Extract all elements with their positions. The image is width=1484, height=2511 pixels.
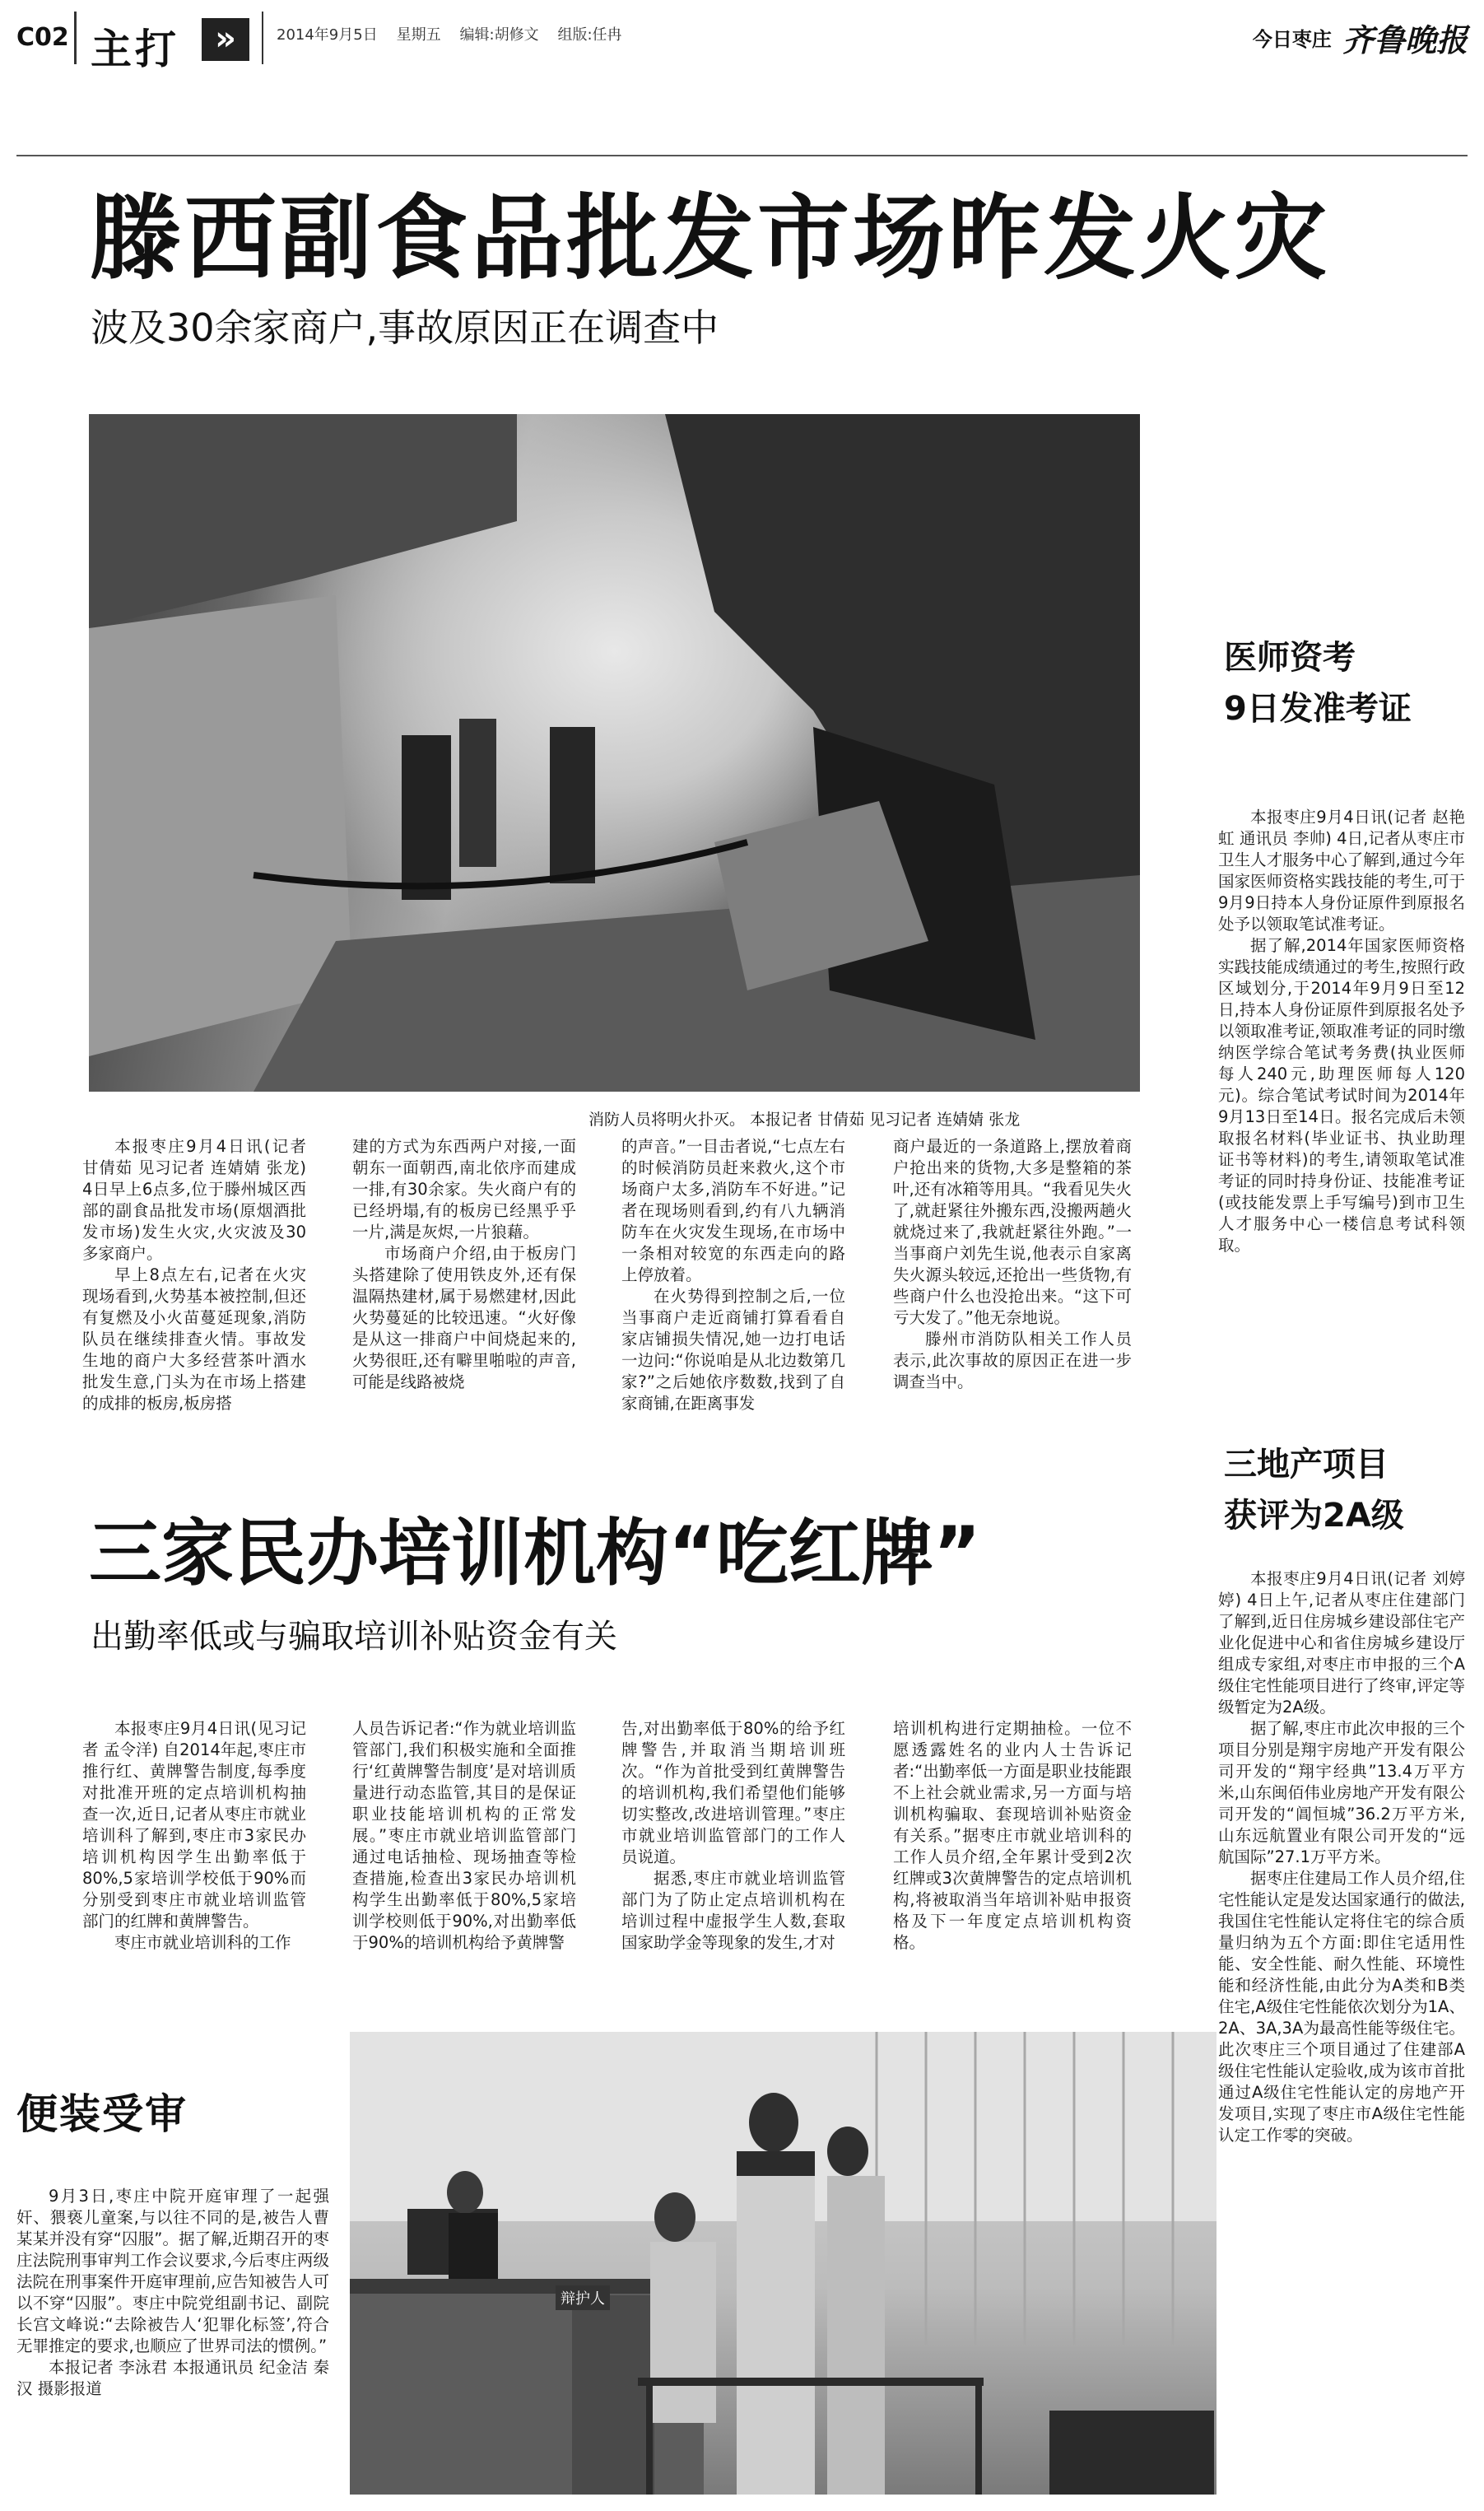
section-title: 主打 — [91, 26, 179, 73]
sidebar1-body — [1218, 807, 1465, 1256]
header-meta — [277, 23, 622, 44]
story3-headline: 便装受审 — [16, 2090, 188, 2138]
paper-logo: 齐鲁晚报 — [1342, 21, 1468, 58]
story1-paragraph: 早上8点左右,记者在火灾现场看到,火势基本被控制,但还有复燃及小火苗蔓延现象,消防队员在继续排查火情。事故发生地的商户大多经营茶叶酒水批发生意,门头为在市场上搭建的成排的板房,板房搭 — [82, 1265, 306, 1413]
story2-paragraph: 本报枣庄9月4日讯(见习记者 孟令洋) 自2014年起,枣庄市推行红、黄牌警告制度,每季度对批准开班的定点培训机构抽查一次,近日,记者从枣庄市就业培训科了解到,枣庄市3家民办培训机构因学生出勤率低于80%,5家培训学校低于90%而分别受到枣庄市就业培训监管部门的红牌和黄牌警告。 — [82, 1719, 306, 1931]
sidebar2-headline-line2: 获评为2A级 — [1224, 1497, 1404, 1535]
sidebar2-body — [1218, 1568, 1465, 2146]
layout-credit: 组版:任冉 — [557, 26, 622, 44]
story1-paragraph: 市场商户介绍,由于板房门头搭建除了使用铁皮外,还有保温隔热建材,属于易燃建材,因此火势蔓延的比较迅速。“火好像是从这一排商户中间烧起来的,火势很旺,还有噼里啪啦的声音,可能是线路被烧 — [352, 1244, 576, 1391]
story1-paragraph: 本报枣庄9月4日讯(记者 甘倩茹 见习记者 连婧婧 张龙) 4日早上6点多,位于滕州城区西部的副食品批发市场(原烟酒批发市场)发生火灾,火灾波及30多家商户。 — [82, 1137, 306, 1263]
story1-column-3 — [621, 1136, 845, 1414]
story2-column-2 — [352, 1718, 576, 1954]
story1-paragraph: 在火势得到控制之后,一位当事商户走近商铺打算看看自家店铺损失情况,她一边打电话一边问:“你说咱是从北边数第几家?”之后她依序数数,找到了自家商铺,在距离事发 — [621, 1287, 845, 1413]
header-divider-left — [74, 12, 77, 64]
sidebar1-headline-line1: 医师资考 — [1224, 639, 1356, 677]
story2-paragraph: 人员告诉记者:“作为就业培训监管部门,我们积极实施和全面推行‘红黄牌警告制度’是对培训质量进行动态监管,其目的是保证职业技能培训机构的正常发展。”枣庄市就业培训监管部门通过电话抽检、现场抽查等检查措施,检查出3家民办培训机构学生出勤率低于80%,5家培训学校则低于90%,对出勤率低于90%的培训机构给予黄牌警 — [352, 1719, 576, 1952]
story1-paragraph: 的声音。”一目击者说,“七点左右的时候消防员赶来救火,这个市场商户太多,消防车不好进。”记者在现场则看到,约有八九辆消防车在火灾发生现场,在市场中一条相对较宽的东西走向的路上停放着。 — [621, 1137, 845, 1284]
story2-column-1 — [82, 1718, 306, 1954]
story1-headline: 滕西副食品批发市场昨发火灾 — [89, 185, 1330, 292]
sidebar1-paragraph: 据了解,2014年国家医师资格实践技能成绩通过的考生,按照行政区域划分,于2014年9月9日至12日,持本人身份证原件到原报名处予以领取准考证,领取准考证的同时缴纳医学综合笔试考务费(执业医师每人240元,助理医师每人120元)。综合笔试考试时间为2014年9月13日至14日。报名完成后未领取报名材料(毕业证书、执业助理证书等材料)的考生,请领取笔试准考证的同时持身份证、技能准考证(或技能发票上手写编号)到市卫生人才服务中心一楼信息考试科领取。 — [1218, 936, 1465, 1255]
story1-paragraph: 滕州市消防队相关工作人员表示,此次事故的原因正在进一步调查当中。 — [893, 1330, 1132, 1391]
fire-photo-caption: 消防人员将明火扑灭。 本报记者 甘倩茹 见习记者 连婧婧 张龙 — [588, 1111, 1021, 1129]
courtroom-photo — [350, 2032, 1217, 2495]
paper-masthead — [1253, 15, 1468, 60]
story2-headline: 三家民办培训机构“吃红牌” — [89, 1511, 981, 1596]
story1-paragraph: 建的方式为东西两户对接,一面朝东一面朝西,南北依序而建成一排,有30余家。失火商户有的已经坍塌,有的板房已经黑乎乎一片,满是灰烬,一片狼藉。 — [352, 1137, 576, 1242]
sidebar2-headline — [1224, 1439, 1404, 1541]
edition-name: 今日枣庄 — [1252, 28, 1332, 51]
story2-paragraph: 枣庄市就业培训科的工作 — [114, 1933, 291, 1952]
sidebar1-paragraph: 本报枣庄9月4日讯(记者 赵艳虹 通讯员 李帅) 4日,记者从枣庄市卫生人才服务中心了解到,通过今年国家医师资格实践技能的考生,可于9月9日持本人身份证原件到原报名处予以领取笔试准考证。 — [1218, 808, 1465, 934]
story2-subhead: 出勤率低或与骗取培训补贴资金有关 — [91, 1618, 617, 1656]
story1-column-1 — [82, 1136, 306, 1414]
story2-paragraph: 培训机构进行定期抽检。一位不愿透露姓名的业内人士告诉记者:“出勤率低一方面是职业技能跟不上社会就业需求,另一方面与培训机构骗取、套现培训补贴资金有关系。”据枣庄市就业培训科的工作人员介绍,全年累计受到2次红牌或3次黄牌警告的定点培训机构,将被取消当年培训补贴申报资格及下一年度定点培训机构资格。 — [893, 1719, 1132, 1952]
sidebar2-paragraph: 本报枣庄9月4日讯(记者 刘婷婷) 4日上午,记者从枣庄住建部门了解到,近日住房城乡建设部住宅产业化促进中心和省住房城乡建设厅组成专家组,对枣庄市申报的三个A级住宅性能项目进行了终审,评定等级暂定为2A级。 — [1218, 1569, 1465, 1717]
defense-sign: 辩护人 — [556, 2285, 610, 2310]
story1-subhead: 波及30余家商户,事故原因正在调查中 — [91, 305, 719, 350]
story3-paragraph: 9月3日,枣庄中院开庭审理了一起强奸、猥亵儿童案,与以往不同的是,被告人曹某某并没有穿“囚服”。据了解,近期召开的枣庄法院刑事审判工作会议要求,今后枣庄两级法院在刑事案件开庭审理前,应告知被告人可以不穿“囚服”。枣庄中院党组副书记、副院长宫文峰说:“去除被告人‘犯罪化标签’,符合无罪推定的要求,也顺应了世界司法的惯例。” — [16, 2187, 329, 2355]
sidebar2-paragraph: 据枣庄住建局工作人员介绍,住宅性能认定是发达国家通行的做法,我国住宅性能认定将住宅的综合质量归纳为五个方面:即住宅适用性能、安全性能、耐久性能、环境性能和经济性能,由此分为A类和B类住宅,A级住宅性能依次划分为1A、2A、3A,3A为最高性能等级住宅。此次枣庄三个项目通过了住建部A级住宅性能认定验收,成为该市首批通过A级住宅性能认定的房地产开发项目,实现了枣庄市A级住宅性能认定工作零的突破。 — [1218, 1869, 1465, 2145]
header-rule — [16, 155, 1468, 156]
issue-date: 2014年9月5日 — [277, 26, 378, 44]
page-number: C02 — [16, 23, 69, 52]
story2-paragraph: 告,对出勤率低于80%的给予红牌警告,并取消当期培训班次。“作为首批受到红黄牌警告的培训机构,我们希望他们能够切实整改,改进培训管理。”枣庄市就业培训监管部门的工作人员说道。 — [621, 1719, 845, 1866]
sidebar1-headline-line2: 9日发准考证 — [1224, 690, 1412, 728]
editor-credit: 编辑:胡修文 — [459, 26, 539, 44]
header-divider-right — [262, 12, 263, 64]
story3-body — [16, 2186, 329, 2400]
story1-paragraph: 商户最近的一条道路上,摆放着商户抢出来的货物,大多是整箱的茶叶,还有冰箱等用具。“我看见失火了,就赶紧往外搬东西,没搬两趟火就烧过来了,我就赶紧往外跑。”一当事商户刘先生说,他表示自家离失火源头较远,还抢出一些货物,有些商户什么也没抢出来。“这下可亏大发了。”他无奈地说。 — [893, 1137, 1132, 1327]
story1-column-4 — [893, 1136, 1132, 1393]
story2-column-4 — [893, 1718, 1132, 1954]
sidebar1-headline — [1224, 632, 1412, 734]
story3-credit: 本报记者 李泳君 本报通讯员 纪金洁 秦汉 摄影报道 — [16, 2358, 329, 2398]
issue-weekday: 星期五 — [396, 26, 441, 44]
double-chevron-right-icon: » — [202, 18, 249, 61]
story2-paragraph: 据悉,枣庄市就业培训监管部门为了防止定点培训机构在培训过程中虚报学生人数,套取国家助学金等现象的发生,才对 — [621, 1869, 845, 1952]
fire-scene-photo — [89, 414, 1140, 1092]
story1-column-2 — [352, 1136, 576, 1393]
sidebar2-headline-line1: 三地产项目 — [1224, 1446, 1389, 1484]
sidebar2-paragraph: 据了解,枣庄市此次申报的三个项目分别是翔宇房地产开发有限公司开发的“翔宇经典”13.4万平方米,山东闽佰伟业房地产开发有限公司开发的“阊恒城”36.2万平方米,山东远航置业有限公司开发的“远航国际”27.1万平方米。 — [1218, 1719, 1465, 1866]
story2-column-3 — [621, 1718, 845, 1954]
